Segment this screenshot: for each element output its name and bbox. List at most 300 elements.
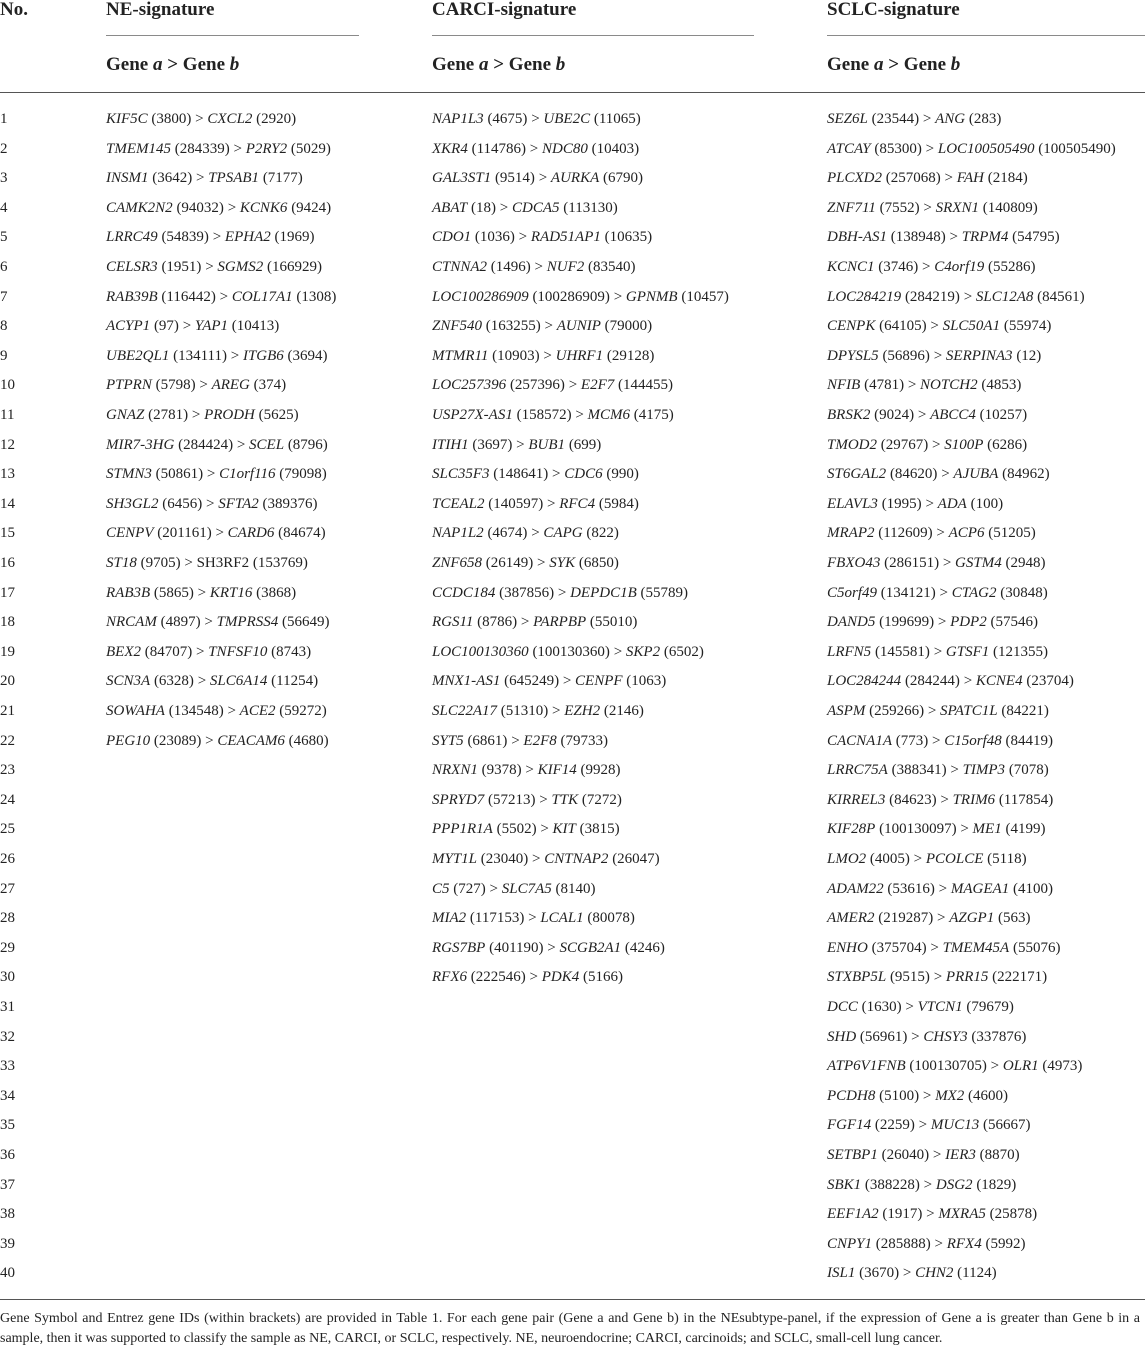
- ne-gene-pair: [106, 139, 331, 159]
- row-number: 25: [0, 821, 15, 838]
- ne-gene-pair: [106, 109, 296, 129]
- gene-b-symbol: SGMS2: [217, 259, 264, 275]
- gene-a-symbol: CCDC184: [432, 584, 496, 601]
- table-row: [0, 109, 1145, 139]
- row-number: 7: [0, 288, 8, 305]
- gene-a-symbol: SETBP1: [827, 1147, 878, 1163]
- gene-a-symbol: ITIH1: [432, 436, 469, 453]
- gene-a-entrez-id: (23040): [480, 851, 529, 867]
- sclc-gene-pair: [827, 849, 1027, 869]
- row-number: 18: [0, 614, 15, 631]
- gene-b-entrez-id: (51205): [988, 525, 1036, 542]
- gene-b-entrez-id: (3815): [579, 821, 620, 838]
- table-row: [0, 1027, 1145, 1057]
- sclc-gene-pair: [827, 287, 1085, 307]
- gene-b-symbol: UHRF1: [555, 347, 604, 364]
- gene-a-symbol: TCEAL2: [432, 495, 485, 512]
- carci-gene-pair: [432, 819, 620, 839]
- gene-a-entrez-id: (257068): [885, 170, 941, 187]
- gene-a-entrez-id: (773): [895, 732, 929, 749]
- gene-b-entrez-id: (4853): [981, 377, 1022, 394]
- greater-than-sign: >: [528, 910, 537, 927]
- gene-a-entrez-id: (84707): [144, 643, 193, 660]
- subheader-ne: Gene a > Gene b: [106, 54, 240, 75]
- gene-a-symbol: DPYSL5: [827, 347, 879, 364]
- ne-gene-pair: [106, 257, 322, 277]
- gene-a-entrez-id: (401190): [489, 939, 544, 956]
- greater-than-sign: >: [489, 880, 498, 897]
- gene-b-symbol: TIMP3: [962, 762, 1006, 779]
- gene-a-entrez-id: (1995): [881, 495, 922, 512]
- gene-b-symbol: PRR15: [945, 969, 989, 986]
- greater-than-sign: >: [938, 880, 948, 897]
- gene-b-entrez-id: (83540): [588, 259, 636, 275]
- sclc-gene-pair: [827, 375, 1021, 395]
- gene-b-symbol: SCEL: [249, 436, 285, 453]
- gene-b-symbol: OLR1: [1002, 1058, 1039, 1075]
- gene-b-symbol: ABCC4: [930, 407, 976, 423]
- carci-gene-pair: [432, 109, 641, 129]
- greater-than-sign: >: [922, 111, 932, 127]
- carci-gene-pair: [432, 967, 623, 987]
- gene-b-entrez-id: (26047): [612, 851, 660, 867]
- greater-than-sign: >: [613, 288, 623, 305]
- gene-a-entrez-id: (284244): [904, 673, 960, 690]
- gene-a-entrez-id: (286151): [884, 555, 940, 571]
- sclc-gene-pair: [827, 227, 1060, 247]
- gene-b-symbol: C15orf48: [944, 732, 1002, 749]
- gene-b-symbol: TMEM45A: [942, 939, 1010, 956]
- gene-a-entrez-id: (9378): [481, 762, 522, 779]
- greater-than-sign: >: [960, 821, 969, 838]
- greater-than-sign: >: [191, 407, 201, 423]
- greater-than-sign: >: [933, 969, 943, 986]
- gene-a-symbol: NRCAM: [106, 614, 157, 631]
- header-rule-carci: [432, 35, 754, 36]
- greater-than-sign: >: [557, 584, 567, 601]
- row-number: 9: [0, 347, 8, 364]
- gene-a-entrez-id: (53616): [887, 880, 935, 897]
- gene-b-symbol: PDP2: [950, 614, 987, 631]
- gene-a-symbol: ST6GAL2: [827, 466, 887, 483]
- gene-a-symbol: DAND5: [827, 614, 876, 631]
- gene-a-entrez-id: (1951): [161, 259, 202, 275]
- gene-a-symbol: LRRC49: [106, 229, 158, 246]
- gene-a-symbol: GAL3ST1: [432, 170, 492, 187]
- gene-a-symbol: LRRC75A: [827, 762, 888, 779]
- header-ne-signature: NE-signature: [106, 0, 215, 20]
- table-row: [0, 642, 1145, 672]
- gene-b-entrez-id: (2184): [987, 170, 1028, 187]
- ne-gene-pair: [106, 671, 318, 691]
- gene-b-symbol: C1orf116: [219, 466, 276, 483]
- gene-a-symbol: MIR7-3HG: [106, 436, 175, 453]
- gene-a-entrez-id: (148641): [493, 466, 549, 483]
- row-number: 38: [0, 1206, 15, 1223]
- sclc-gene-pair: [827, 583, 1048, 603]
- gene-b-entrez-id: (59272): [279, 703, 327, 719]
- gene-a-entrez-id: (100130705): [909, 1058, 987, 1075]
- table-row: [0, 701, 1145, 731]
- gene-b-entrez-id: (23704): [1026, 673, 1074, 690]
- sclc-gene-pair: [827, 1115, 1030, 1135]
- gene-a-symbol: SHD: [827, 1028, 857, 1045]
- gene-b-entrez-id: (699): [568, 436, 602, 453]
- gene-a-entrez-id: (9024): [874, 407, 915, 423]
- gene-a-symbol: MNX1-AS1: [432, 673, 501, 690]
- gene-b-symbol: SCGB2A1: [559, 939, 622, 956]
- carci-gene-pair: [432, 701, 644, 721]
- gene-a-symbol: CENPV: [106, 525, 154, 542]
- gene-b-symbol: MXRA5: [938, 1206, 986, 1223]
- greater-than-sign: >: [926, 1206, 935, 1223]
- sclc-gene-pair: [827, 819, 1045, 839]
- greater-than-sign: >: [531, 111, 540, 127]
- greater-than-sign: >: [925, 495, 934, 512]
- gene-a-symbol: MIA2: [432, 910, 467, 927]
- gene-a-entrez-id: (9705): [140, 555, 181, 571]
- gene-b-symbol: CENPF: [575, 673, 623, 690]
- row-number: 5: [0, 229, 8, 246]
- gene-a-symbol: KIF5C: [106, 111, 148, 127]
- header-rule-sclc: [827, 35, 1145, 36]
- gene-b-symbol: FAH: [956, 170, 984, 187]
- carci-gene-pair: [432, 435, 601, 455]
- gene-b-symbol: TNFSF10: [208, 643, 268, 660]
- gene-b-symbol: MX2: [935, 1087, 965, 1104]
- greater-than-sign: >: [568, 377, 578, 394]
- row-number: 32: [0, 1028, 15, 1045]
- gene-b-symbol: SLC6A14: [209, 673, 268, 690]
- gene-b-symbol: LOC100505490: [937, 140, 1035, 157]
- gene-a-symbol: NFIB: [827, 377, 861, 394]
- sclc-gene-pair: [827, 790, 1053, 810]
- gene-a-symbol: AMER2: [827, 910, 875, 927]
- carci-gene-pair: [432, 405, 674, 425]
- gene-b-entrez-id: (55286): [988, 259, 1036, 275]
- gene-b-symbol: TPSAB1: [208, 170, 260, 187]
- table-row: [0, 1234, 1145, 1264]
- greater-than-sign: >: [539, 791, 548, 808]
- gene-a-entrez-id: (4674): [487, 525, 528, 542]
- gene-b-entrez-id: (55789): [640, 584, 688, 601]
- gene-a-symbol: RGS11: [432, 614, 474, 631]
- table-row: [0, 316, 1145, 346]
- gene-b-symbol: P2RY2: [245, 140, 288, 157]
- gene-b-entrez-id: (337876): [971, 1028, 1027, 1045]
- gene-a-symbol: RAB3B: [106, 584, 151, 601]
- greater-than-sign: >: [205, 732, 214, 749]
- gene-a-entrez-id: (284339): [174, 140, 230, 157]
- gene-b-entrez-id: (1308): [296, 288, 337, 305]
- table-row: [0, 435, 1145, 465]
- row-number: 34: [0, 1087, 15, 1104]
- greater-than-sign: >: [197, 673, 207, 690]
- row-number: 31: [0, 999, 15, 1015]
- table-row: [0, 1175, 1145, 1205]
- gene-b-symbol: SLC12A8: [975, 288, 1034, 305]
- ne-gene-pair: [106, 731, 329, 751]
- gene-a-symbol: ZNF711: [827, 199, 876, 216]
- gene-b-entrez-id: (10257): [979, 407, 1028, 423]
- gene-a-symbol: TMOD2: [827, 436, 878, 453]
- gene-b-entrez-id: (56667): [982, 1117, 1031, 1134]
- gene-b-entrez-id: (5625): [258, 407, 299, 423]
- gene-a-symbol: NAP1L3: [432, 111, 484, 127]
- gene-b-symbol: CEACAM6: [217, 732, 285, 749]
- greater-than-sign: >: [613, 643, 623, 660]
- gene-b-symbol: DEPDC1B: [570, 584, 637, 601]
- sclc-gene-pair: [827, 1234, 1025, 1254]
- gene-a-entrez-id: (94032): [176, 199, 224, 216]
- gene-a-entrez-id: (219287): [878, 910, 934, 927]
- gene-a-entrez-id: (23089): [153, 732, 202, 749]
- gene-b-symbol: NDC80: [542, 140, 588, 157]
- gene-a-symbol: PEG10: [106, 732, 151, 749]
- gene-a-symbol: PLCXD2: [827, 170, 883, 187]
- gene-b-symbol: CTAG2: [951, 584, 997, 601]
- gene-a-symbol: GNAZ: [106, 407, 145, 423]
- gene-b-symbol: S100P: [944, 436, 984, 453]
- gene-a-symbol: KIF28P: [827, 821, 876, 838]
- greater-than-sign: >: [534, 259, 543, 275]
- gene-a-symbol: CNPY1: [827, 1235, 873, 1252]
- row-number: 28: [0, 910, 15, 927]
- gene-a-symbol: LOC100286909: [432, 288, 529, 305]
- carci-gene-pair: [432, 168, 643, 188]
- gene-b-symbol: KRT16: [209, 584, 253, 601]
- gene-b-symbol: SFTA2: [218, 495, 259, 512]
- row-number: 40: [0, 1265, 15, 1282]
- table-footnote: Gene Symbol and Entrez gene IDs (within brackets) are provided in Table 1. For each gene pair (Gene a and Gene b) in the NEsubtype-panel, if the expression of Gene a is greater than Gene b in a sample, then it was supported to classify the sample as NE, CARCI, or SCLC, respectively. NE, neuroendocrine; CARCI, carcinoids; and SCLC, small-cell lung cancer.: [0, 1311, 1140, 1346]
- gene-a-symbol: LRFN5: [827, 643, 872, 660]
- gene-b-entrez-id: (5029): [290, 140, 331, 157]
- gene-a-entrez-id: (140597): [488, 495, 544, 512]
- gene-a-entrez-id: (51310): [500, 703, 549, 719]
- gene-a-entrez-id: (112609): [878, 525, 933, 542]
- gene-a-entrez-id: (4005): [869, 851, 910, 867]
- gene-a-symbol: LOC284244: [827, 673, 902, 690]
- gene-a-symbol: LOC284219: [827, 288, 902, 305]
- gene-a-entrez-id: (2781): [148, 407, 189, 423]
- greater-than-sign: >: [552, 466, 561, 483]
- gene-b-entrez-id: (100505490): [1038, 140, 1116, 157]
- ne-gene-pair: [106, 168, 303, 188]
- greater-than-sign: >: [917, 407, 927, 423]
- gene-b-entrez-id: (55974): [1003, 318, 1052, 335]
- gene-a-symbol: ST18: [106, 555, 137, 571]
- carci-gene-pair: [432, 879, 596, 899]
- gene-a-symbol: KCNC1: [827, 259, 875, 275]
- carci-gene-pair: [432, 908, 635, 928]
- gene-b-entrez-id: (84561): [1037, 288, 1085, 305]
- gene-b-entrez-id: (84419): [1005, 732, 1053, 749]
- gene-a-symbol: UBE2QL1: [106, 347, 170, 364]
- greater-than-sign: >: [942, 555, 952, 571]
- gene-a-symbol: LMO2: [827, 851, 867, 867]
- gene-a-symbol: SYT5: [432, 732, 464, 749]
- row-number: 27: [0, 880, 15, 897]
- gene-b-entrez-id: (11065): [593, 111, 641, 127]
- gene-b-entrez-id: (7177): [262, 170, 303, 187]
- gene-a-entrez-id: (50861): [155, 466, 204, 483]
- gene-a-entrez-id: (117153): [469, 910, 525, 927]
- gene-a-symbol: KIRREL3: [827, 791, 886, 808]
- gene-a-entrez-id: (645249): [504, 673, 560, 690]
- gene-a-symbol: SBK1: [827, 1176, 862, 1193]
- greater-than-sign: >: [933, 643, 943, 660]
- greater-than-sign: >: [525, 762, 534, 779]
- table-row: [0, 168, 1145, 198]
- carci-gene-pair: [432, 938, 665, 958]
- gene-b-entrez-id: (29128): [606, 347, 655, 364]
- gene-a-symbol: RFX6: [432, 969, 467, 986]
- greater-than-sign: >: [516, 436, 525, 453]
- gene-b-symbol: AUNIP: [556, 318, 601, 335]
- gene-a-symbol: XKR4: [432, 140, 468, 157]
- row-number: 8: [0, 318, 8, 335]
- gene-a-entrez-id: (201161): [157, 525, 212, 542]
- gene-a-symbol: NAP1L2: [432, 525, 484, 542]
- gene-a-entrez-id: (134111): [173, 347, 227, 364]
- greater-than-sign: >: [902, 1265, 912, 1282]
- gene-b-symbol: KCNK6: [239, 199, 288, 216]
- gene-b-symbol: RFC4: [559, 495, 596, 512]
- greater-than-sign: >: [930, 318, 939, 335]
- table-row: [0, 346, 1145, 376]
- row-number: 17: [0, 584, 15, 601]
- gene-a-symbol: FBXO43: [827, 555, 881, 571]
- gene-a-symbol: C5: [432, 880, 450, 897]
- row-number: 23: [0, 762, 15, 779]
- carci-gene-pair: [432, 583, 688, 603]
- gene-b-entrez-id: (3694): [287, 347, 328, 364]
- gene-b-entrez-id: (3868): [256, 584, 297, 601]
- gene-b-entrez-id: (144455): [617, 377, 673, 394]
- gene-b-entrez-id: (8796): [287, 436, 328, 453]
- gene-b-symbol: E2F8: [523, 732, 557, 749]
- gene-a-entrez-id: (387856): [499, 584, 555, 601]
- gene-b-symbol: KCNE4: [975, 673, 1023, 690]
- gene-a-entrez-id: (388228): [864, 1176, 920, 1193]
- table-row: [0, 849, 1145, 879]
- sclc-gene-pair: [827, 464, 1050, 484]
- row-number: 16: [0, 555, 15, 571]
- gene-b-symbol: GSTM4: [955, 555, 1002, 571]
- gene-a-entrez-id: (284424): [178, 436, 234, 453]
- ne-gene-pair: [106, 198, 331, 218]
- gene-b-symbol: MAGEA1: [950, 880, 1010, 897]
- gene-b-symbol: ANG: [935, 111, 966, 127]
- greater-than-sign: >: [932, 436, 941, 453]
- table-row: [0, 908, 1145, 938]
- sclc-gene-pair: [827, 879, 1053, 899]
- gene-b-entrez-id: (6502): [663, 643, 704, 660]
- gene-b-entrez-id: (4100): [1012, 880, 1053, 897]
- gene-b-entrez-id: (2920): [256, 111, 297, 127]
- gene-b-entrez-id: (222171): [992, 969, 1048, 986]
- gene-b-entrez-id: (12): [1016, 347, 1042, 364]
- sclc-gene-pair: [827, 1175, 1016, 1195]
- table-row: [0, 227, 1145, 257]
- greater-than-sign: >: [518, 229, 528, 246]
- carci-gene-pair: [432, 494, 639, 514]
- gene-a-symbol: ABAT: [432, 199, 468, 216]
- sclc-gene-pair: [827, 257, 1036, 277]
- table-row: [0, 583, 1145, 613]
- gene-a-symbol: SCN3A: [106, 673, 151, 690]
- gene-b-symbol: CAPG: [543, 525, 583, 542]
- gene-a-entrez-id: (5502): [496, 821, 537, 838]
- gene-a-symbol: MRAP2: [827, 525, 875, 542]
- gene-b-entrez-id: (6850): [578, 555, 619, 571]
- gene-b-entrez-id: (7078): [1008, 762, 1049, 779]
- sclc-gene-pair: [827, 316, 1051, 336]
- gene-b-entrez-id: (166929): [266, 259, 322, 275]
- gene-b-entrez-id: (5166): [582, 969, 623, 986]
- greater-than-sign: >: [933, 347, 943, 364]
- row-number: 4: [0, 199, 8, 216]
- gene-a-symbol: SLC22A17: [432, 703, 498, 719]
- greater-than-sign: >: [963, 288, 973, 305]
- row-number: 24: [0, 791, 15, 808]
- greater-than-sign: >: [922, 259, 931, 275]
- sclc-gene-pair: [827, 1145, 1020, 1165]
- row-number: 13: [0, 466, 15, 483]
- gene-a-symbol: DCC: [827, 999, 858, 1015]
- gene-b-entrez-id: (113130): [563, 199, 618, 216]
- greater-than-sign: >: [925, 140, 935, 157]
- gene-a-symbol: SH3GL2: [106, 495, 159, 512]
- carci-gene-pair: [432, 790, 622, 810]
- gene-a-symbol: CAMK2N2: [106, 199, 173, 216]
- gene-a-entrez-id: (134548): [168, 703, 224, 719]
- gene-b-entrez-id: (1969): [274, 229, 315, 246]
- gene-b-symbol: PARPBP: [533, 614, 587, 631]
- row-number: 21: [0, 703, 15, 719]
- gene-b-symbol: AZGP1: [949, 910, 995, 927]
- greater-than-sign: >: [531, 525, 540, 542]
- gene-a-symbol: INSM1: [106, 170, 149, 187]
- gene-b-symbol: ACP6: [948, 525, 985, 542]
- gene-b-symbol: EPHA2: [224, 229, 271, 246]
- gene-b-symbol: CNTNAP2: [544, 851, 609, 867]
- gene-b-symbol: PCOLCE: [925, 851, 984, 867]
- greater-than-sign: >: [199, 377, 208, 394]
- gene-a-symbol: LOC100130360: [432, 643, 529, 660]
- table-row: [0, 198, 1145, 228]
- carci-gene-pair: [432, 731, 608, 751]
- gene-b-entrez-id: (374): [253, 377, 287, 394]
- sclc-gene-pair: [827, 967, 1047, 987]
- gene-a-symbol: CTNNA2: [432, 259, 488, 275]
- gene-a-symbol: ADAM22: [827, 880, 884, 897]
- sclc-gene-pair: [827, 1086, 1008, 1106]
- gene-a-entrez-id: (26040): [881, 1147, 930, 1163]
- row-number: 36: [0, 1147, 15, 1163]
- gene-b-symbol: TMPRSS4: [216, 614, 279, 631]
- ne-gene-pair: [106, 612, 329, 632]
- ne-gene-pair: [106, 464, 327, 484]
- table-row: [0, 879, 1145, 909]
- table-row: [0, 257, 1145, 287]
- gene-b-entrez-id: (10413): [231, 318, 280, 335]
- gene-b-symbol: MCM6: [587, 407, 631, 423]
- gene-a-entrez-id: (3746): [878, 259, 919, 275]
- carci-gene-pair: [432, 346, 654, 366]
- greater-than-sign: >: [547, 495, 556, 512]
- gene-b-symbol: RAD51AP1: [530, 229, 601, 246]
